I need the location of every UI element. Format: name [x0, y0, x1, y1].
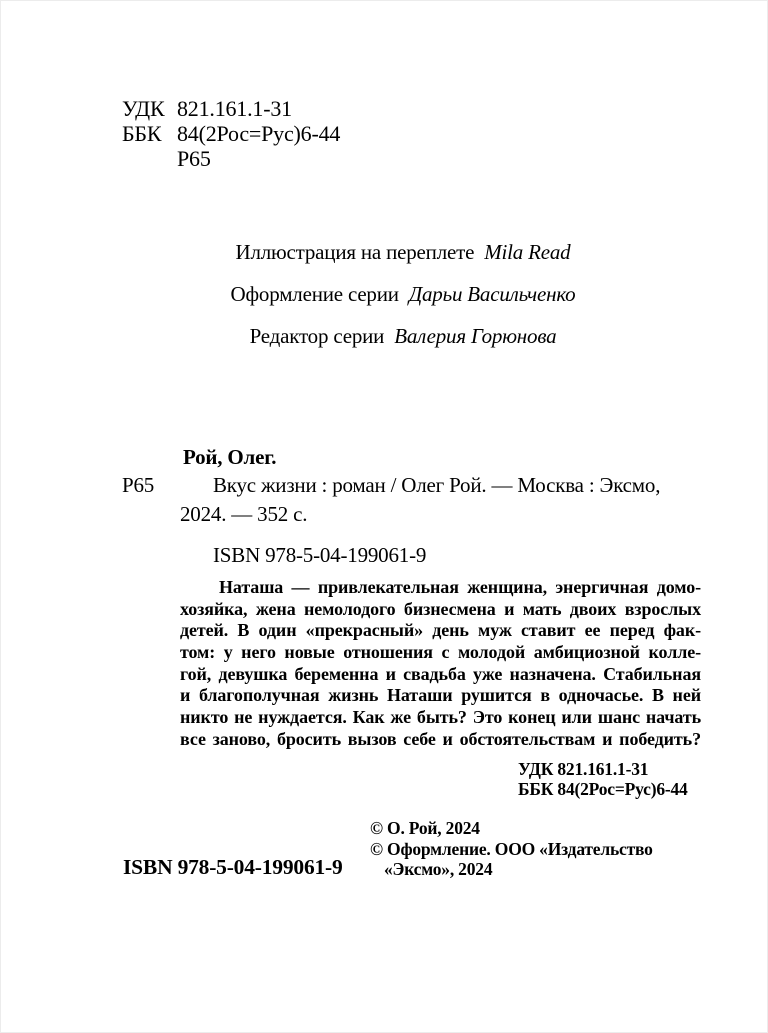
catalog-author: Рой, Олег.: [183, 445, 277, 469]
annotation-line: хозяйка, жена немолодого бизнесмена и мать двоих взрослых: [180, 598, 701, 619]
annotation-line: том: у него новые отношения с молодой амбициозной колле-: [180, 642, 701, 663]
code-row: [122, 146, 340, 171]
annotation-line: и благополучная жизнь Наташи рушится в одночасье. В ней: [180, 685, 701, 706]
credit-name: Валерия Горюнова: [394, 324, 557, 348]
credit-name: Mila Read: [484, 240, 571, 264]
code-value: Р65: [177, 146, 211, 171]
credit-line-illustration: [122, 231, 684, 273]
catalog-description-line: 2024. — 352 с.: [180, 502, 308, 526]
bbk-bottom-line: ББК 84(2Рос=Рус)6-44: [518, 778, 688, 799]
annotation-line: детей. В один «прекрасный» день муж ставит ее перед фак-: [180, 620, 701, 641]
copyright-author-line: © О. Рой, 2024: [370, 818, 480, 838]
credit-name: Дарьи Васильченко: [408, 282, 576, 306]
catalog-description: [180, 471, 704, 529]
copyright-publisher-line: «Эксмо», 2024: [384, 859, 493, 879]
udk-bottom-line: УДК 821.161.1-31: [518, 759, 649, 779]
bbk-row: [122, 121, 340, 146]
annotation-line: Наташа — привлекательная женщина, энергичная домо-: [219, 577, 701, 597]
annotation-line: все заново, бросить вызов себе и обстоятельствам и победить?: [180, 728, 701, 749]
annotation-line: никто не нуждается. Как же быть? Это конец или шанс начать: [180, 707, 701, 728]
classification-top-block: [122, 96, 340, 171]
isbn-top: ISBN 978-5-04-199061-9: [213, 543, 427, 567]
classification-bottom-block: [518, 760, 688, 799]
credits-block: [122, 231, 684, 357]
annotation-paragraph: [180, 577, 701, 751]
annotation-line: гой, девушка беременна и свадьба уже назначена. Стабильная: [180, 663, 701, 684]
copyright-design-line: © Оформление. ООО «Издательство: [370, 838, 653, 859]
udk-row: [122, 96, 340, 121]
copyright-block: [370, 818, 653, 880]
udk-label: УДК: [122, 96, 165, 121]
udk-value: 821.161.1-31: [177, 96, 292, 121]
credit-role: Иллюстрация на переплете: [235, 240, 475, 264]
catalog-description-line: Вкус жизни : роман / Олег Рой. — Москва : Эксмо,: [213, 473, 661, 497]
catalog-code: Р65: [122, 473, 155, 497]
credit-line-series-design: [122, 273, 684, 315]
bbk-label: ББК: [122, 121, 162, 146]
bbk-value: 84(2Рос=Рус)6-44: [177, 121, 341, 146]
isbn-bottom: ISBN 978-5-04-199061-9: [123, 855, 343, 879]
code-label-spacer: [122, 146, 177, 171]
credit-role: Редактор серии: [249, 324, 385, 348]
credit-role: Оформление серии: [230, 282, 399, 306]
credit-line-series-editor: [122, 315, 684, 357]
